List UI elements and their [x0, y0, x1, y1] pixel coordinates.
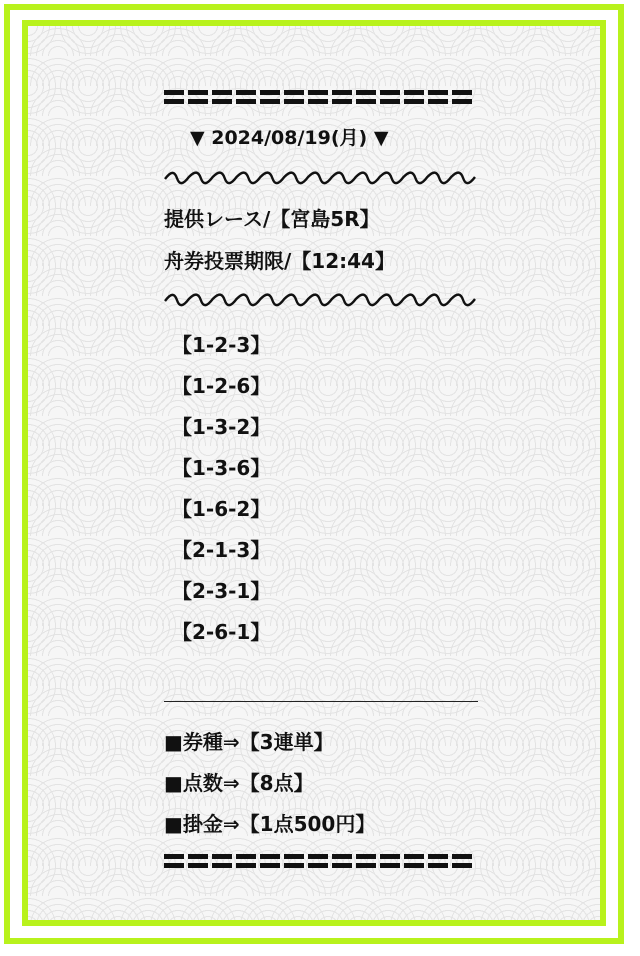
dash-segment: [380, 86, 400, 108]
list-item: 【1-3-2】: [172, 415, 271, 439]
dash-segment: [332, 86, 352, 108]
bet-stake: ■掛金⇒【1点500円】: [164, 812, 376, 836]
list-item: 【2-1-3】: [172, 538, 271, 562]
dash-segment: [356, 86, 376, 108]
list-item: 【1-6-2】: [172, 497, 271, 521]
dash-segment: [284, 850, 304, 872]
bet-type: ■券種⇒【3連単】: [164, 730, 334, 754]
dash-segment: [260, 850, 280, 872]
list-item: 【2-3-1】: [172, 579, 271, 603]
list-item: 【2-6-1】: [172, 620, 271, 644]
race-info: 提供レース/【宮島5R】: [164, 207, 380, 231]
wave-divider-top: [164, 168, 476, 188]
voting-deadline: 舟券投票期限/【12:44】: [164, 249, 395, 273]
dash-segment: [164, 86, 184, 108]
dash-segment: [428, 850, 448, 872]
ticket-card: [22, 20, 606, 926]
dash-segment: [332, 850, 352, 872]
dash-segment: [404, 850, 424, 872]
dash-segment: [212, 86, 232, 108]
dash-segment: [308, 86, 328, 108]
wave-line: [165, 173, 475, 184]
dash-segment: [404, 86, 424, 108]
dash-segment: [452, 850, 472, 872]
wave-line: [165, 295, 475, 306]
wave-divider-bottom: [164, 290, 476, 310]
dash-segment: [356, 850, 376, 872]
dash-segment: [380, 850, 400, 872]
dash-segment: [260, 86, 280, 108]
dash-segment: [284, 86, 304, 108]
dash-segment: [164, 850, 184, 872]
dash-segment: [212, 850, 232, 872]
list-item: 【1-2-3】: [172, 333, 271, 357]
double-dash-divider-top: [164, 86, 476, 108]
dash-segment: [452, 86, 472, 108]
bet-points: ■点数⇒【8点】: [164, 771, 314, 795]
dash-segment: [428, 86, 448, 108]
dash-segment: [236, 86, 256, 108]
list-item: 【1-2-6】: [172, 374, 271, 398]
dash-segment: [188, 86, 208, 108]
race-date: ▼ 2024/08/19(月) ▼: [190, 127, 389, 149]
dash-segment: [308, 850, 328, 872]
double-dash-divider-bottom: [164, 850, 476, 872]
thin-divider: [164, 701, 478, 702]
list-item: 【1-3-6】: [172, 456, 271, 480]
dash-segment: [188, 850, 208, 872]
dash-segment: [236, 850, 256, 872]
